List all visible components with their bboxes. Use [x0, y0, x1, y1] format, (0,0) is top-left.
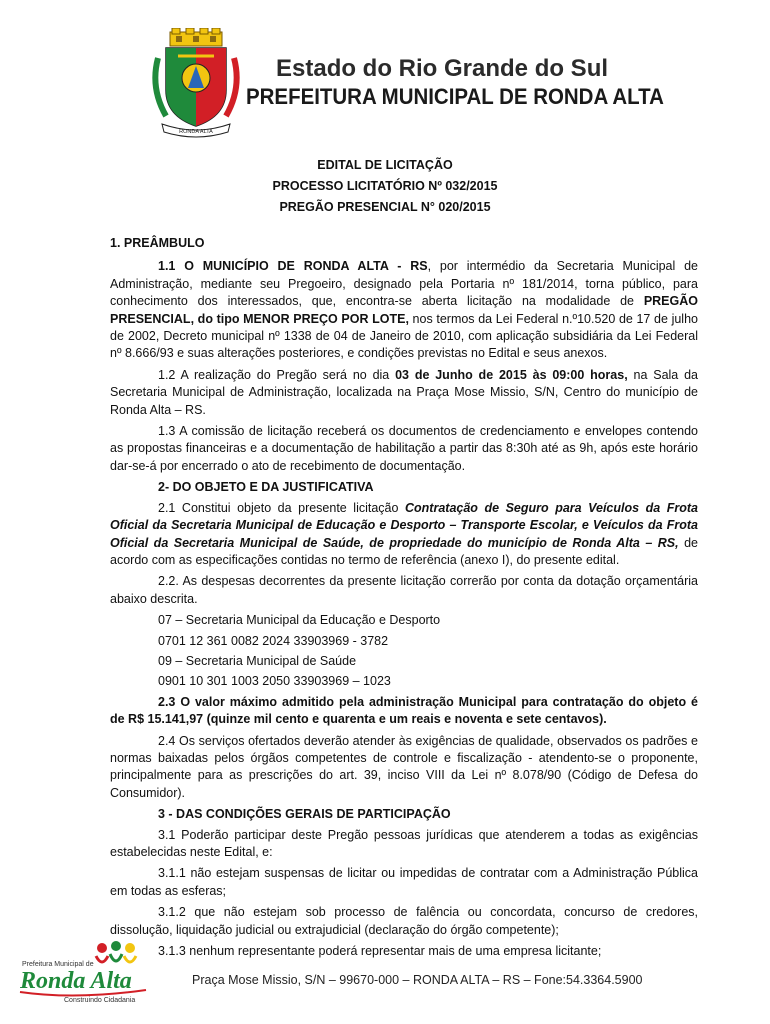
prefeitura-title: PREFEITURA MUNICIPAL DE RONDA ALTA [246, 84, 664, 109]
dotacao-line-3: 09 – Secretaria Municipal de Saúde [158, 653, 357, 668]
heading-condicoes: 3 - DAS CONDIÇÕES GERAIS DE PARTICIPAÇÃO [158, 807, 451, 822]
title-processo: PROCESSO LICITATÓRIO Nº 032/2015 [272, 179, 498, 193]
paragraph-1-2: 1.2 A realização do Pregão será no dia 03 de Junho de 2015 às 09:00 horas, na Sala da Secretaria Municipal de Administração, localizada na Praça Mose Missio, S/N, Centro do município de Ronda Alta – RS. [110, 367, 698, 417]
paragraph-3-1-1: 3.1.1 não estejam suspensas de licitar ou impedidas de contratar com a Administração Pública em todas as esferas; [110, 866, 698, 898]
svg-text:Prefeitura Municipal de: Prefeitura Municipal de [22, 961, 94, 968]
state-title: Estado do Rio Grande do Sul [276, 55, 609, 82]
document-titles [0, 155, 770, 218]
paragraph-3-1-2: 3.1.2 que não estejam sob processo de falência ou concordata, concurso de credores, dissolução, liquidação judicial ou extrajudicial (declaração do órgão competente); [110, 905, 698, 937]
paragraph-2-2: 2.2. As despesas decorrentes da presente licitação correrão por conta da dotação orçamentária abaixo descrita. [110, 574, 698, 606]
title-pregao: PREGÃO PRESENCIAL N° 020/2015 [279, 200, 491, 214]
paragraph-1-1: 1.1 O MUNICÍPIO DE RONDA ALTA - RS, por intermédio da Secretaria Municipal de Administração, mediante seu Pregoeiro, designado pela Portaria nº 181/2014, torna público, para conhecimento dos interessados, que, encontra-se aberta licitação na modalidade de PREGÃO PRESENCIAL, do tipo MENOR PREÇO POR LOTE, nos termos da Lei Federal n.º10.520 de 17 de julho de 2002, Decreto municipal nº 1338 de 04 de Janeiro de 2010, com aplicação subsidiária da Lei Federal nº 8.666/93 e suas alterações posteriores, e condições previstas no Edital e seus anexos. [110, 259, 698, 361]
paragraph-3-1-3: 3.1.3 nenhum representante poderá representar mais de uma empresa licitante; [158, 944, 602, 959]
paragraph-2-3: 2.3 O valor máximo admitido pela administração Municipal para contratação do objeto é de R$ 15.141,97 (quinze mil cento e quarenta e um reais e noventa e sete centavos). [110, 694, 698, 727]
document-body [110, 235, 698, 964]
svg-text:Ronda Alta: Ronda Alta [20, 968, 132, 994]
svg-text:Construindo Cidadania: Construindo Cidadania [64, 997, 136, 1004]
paragraph-2-4: 2.4 Os serviços ofertados deverão atender às exigências de qualidade, observados os padrões e normas baixadas pelos órgãos competentes de controle e fiscalização - atendento-se o proponente, principalmente para as prescrições do art. 39, inciso VIII da Lei nº 8.078/90 (Código de Defesa do Consumidor). [110, 733, 698, 800]
coat-of-arms-icon [148, 28, 244, 140]
svg-text:RONDA ALTA: RONDA ALTA [179, 129, 213, 135]
paragraph-1-3: 1.3 A comissão de licitação receberá os documentos de credenciamento e envelopes contendo as propostas financeiras e a documentação de habilitação a partir das 8:30h até as 9h, após este horário dar-se-á por encerrado o ato de recebimento de documentação. [110, 424, 698, 473]
footer-address: Praça Mose Missio, S/N – 99670-000 – RONDA ALTA – RS – Fone:54.3364.5900 [192, 973, 643, 987]
dotacao-line-4: 0901 10 301 1003 2050 33903969 – 1023 [158, 674, 391, 689]
ronda-alta-logo-icon [16, 938, 176, 1008]
title-edital: EDITAL DE LICITAÇÃO [317, 158, 453, 172]
heading-objeto: 2- DO OBJETO E DA JUSTIFICATIVA [158, 480, 374, 495]
paragraph-2-1: 2.1 Constitui objeto da presente licitação Contratação de Seguro para Veículos da Frota Oficial da Secretaria Municipal de Educação e Desporto – Transporte Escolar, e Veículos da Frota Oficial da Secretaria Municipal de Saúde, de propriedade do município de Ronda Alta – RS, de acordo com as especificações contidas no termo de referência (anexo I), do presente edital. [110, 500, 699, 567]
dotacao-line-2: 0701 12 361 0082 2024 33903969 - 3782 [158, 633, 389, 648]
paragraph-3-1: 3.1 Poderão participar deste Pregão pessoas jurídicas que atenderem a todas as exigências estabelecidas neste Edital, e: [110, 827, 698, 859]
heading-preambulo: 1. PREÂMBULO [110, 236, 205, 250]
dotacao-line-1: 07 – Secretaria Municipal da Educação e Desporto [158, 613, 441, 628]
